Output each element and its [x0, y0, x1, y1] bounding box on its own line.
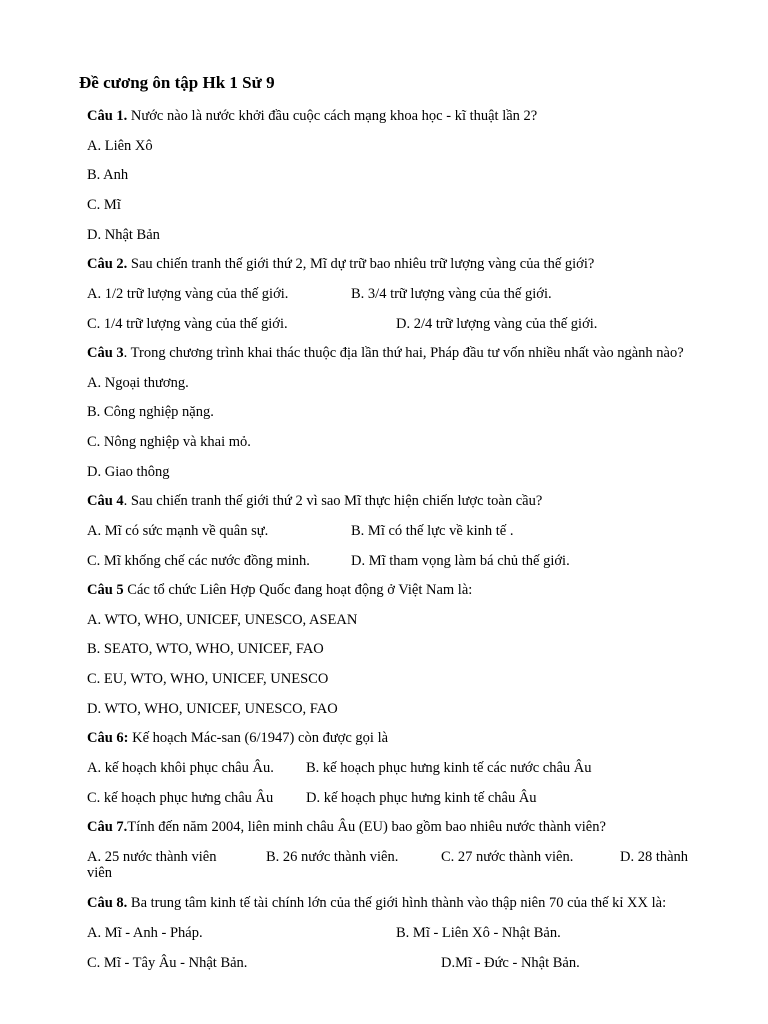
question-7-option-d: D. 28 thành	[620, 849, 689, 865]
question-5-option-d: D. WTO, WHO, UNICEF, UNESCO, FAO	[87, 701, 338, 717]
question-7-option-c: C. 27 nước thành viên.	[441, 849, 574, 865]
question-6-text: Kế hoạch Mác-san (6/1947) còn được gọi là	[128, 730, 389, 746]
question-8-text: Ba trung tâm kinh tế tài chính lớn của thế giới hình thành vào thập niên 70 của thế kỉ XX là:	[127, 895, 667, 911]
question-1-option-d: D. Nhật Bản	[87, 227, 160, 243]
question-8-option-c: C. Mĩ - Tây Âu - Nhật Bản.	[87, 955, 248, 971]
question-4-option-b: B. Mĩ có thế lực về kinh tế .	[351, 523, 514, 539]
question-1-option-b: B. Anh	[87, 167, 129, 183]
question-4-option-c: C. Mĩ khống chế các nước đồng minh.	[87, 553, 310, 569]
question-1	[87, 107, 537, 125]
question-5-label: Câu 5	[87, 582, 124, 598]
question-7-option-d-continued: viên	[87, 865, 112, 881]
question-2-label: Câu 2.	[87, 256, 128, 272]
question-2	[87, 255, 594, 273]
question-1-label: Câu 1.	[87, 108, 128, 124]
question-7-text: Tính đến năm 2004, liên minh châu Âu (EU) bao gồm bao nhiêu nước thành viên?	[127, 819, 606, 835]
question-1-text: Nước nào là nước khởi đầu cuộc cách mạng khoa học - kĩ thuật lần 2?	[127, 108, 538, 124]
question-4-label: Câu 4	[87, 493, 124, 509]
question-2-text: Sau chiến tranh thế giới thứ 2, Mĩ dự trữ bao nhiêu trữ lượng vàng của thế giới?	[127, 256, 595, 272]
question-2-option-c: C. 1/4 trữ lượng vàng của thế giới.	[87, 316, 288, 332]
question-4-option-a: A. Mĩ có sức mạnh về quân sự.	[87, 523, 269, 539]
question-1-option-a: A. Liên Xô	[87, 138, 153, 154]
question-3-label: Câu 3	[87, 345, 124, 361]
question-7-option-b: B. 26 nước thành viên.	[266, 849, 399, 865]
question-6-option-c: C. kế hoạch phục hưng châu Âu	[87, 790, 274, 806]
question-4-text: . Sau chiến tranh thế giới thứ 2 vì sao Mĩ thực hiện chiến lược toàn cầu?	[123, 493, 543, 509]
question-4-option-d: D. Mĩ tham vọng làm bá chủ thế giới.	[351, 553, 570, 569]
question-8-option-d: D.Mĩ - Đức - Nhật Bản.	[441, 955, 580, 971]
question-8	[87, 894, 666, 912]
question-6-option-b: B. kế hoạch phục hưng kinh tế các nước châu Âu	[306, 760, 592, 776]
document-title: Đề cương ôn tập Hk 1 Sử 9	[79, 73, 275, 92]
question-5	[87, 581, 472, 599]
question-7-option-a: A. 25 nước thành viên	[87, 849, 217, 865]
question-6-label: Câu 6:	[87, 730, 129, 746]
question-3-option-c: C. Nông nghiệp và khai mỏ.	[87, 434, 251, 450]
question-2-option-a: A. 1/2 trữ lượng vàng của thế giới.	[87, 286, 289, 302]
question-3	[87, 344, 684, 362]
question-3-option-b: B. Công nghiệp nặng.	[87, 404, 214, 420]
question-1-option-c: C. Mĩ	[87, 197, 121, 213]
question-2-option-d: D. 2/4 trữ lượng vàng của thế giới.	[396, 316, 598, 332]
question-3-option-d: D. Giao thông	[87, 464, 170, 480]
question-8-label: Câu 8.	[87, 895, 128, 911]
question-7	[87, 818, 606, 836]
question-4	[87, 492, 542, 510]
question-5-option-b: B. SEATO, WTO, WHO, UNICEF, FAO	[87, 641, 324, 657]
question-5-option-c: C. EU, WTO, WHO, UNICEF, UNESCO	[87, 671, 329, 687]
question-6-option-d: D. kế hoạch phục hưng kinh tế châu Âu	[306, 790, 537, 806]
question-2-option-b: B. 3/4 trữ lượng vàng của thế giới.	[351, 286, 552, 302]
question-7-label: Câu 7.	[87, 819, 128, 835]
question-3-text: . Trong chương trình khai thác thuộc địa lần thứ hai, Pháp đầu tư vốn nhiều nhất vào ngành nào?	[123, 345, 684, 361]
question-3-option-a: A. Ngoại thương.	[87, 375, 189, 391]
question-5-option-a: A. WTO, WHO, UNICEF, UNESCO, ASEAN	[87, 612, 358, 628]
question-8-option-b: B. Mĩ - Liên Xô - Nhật Bản.	[396, 925, 561, 941]
question-6-option-a: A. kế hoạch khôi phục châu Âu.	[87, 760, 274, 776]
question-8-option-a: A. Mĩ - Anh - Pháp.	[87, 925, 203, 941]
question-6	[87, 729, 388, 747]
question-5-text: Các tổ chức Liên Hợp Quốc đang hoạt động ở Việt Nam là:	[123, 582, 473, 598]
